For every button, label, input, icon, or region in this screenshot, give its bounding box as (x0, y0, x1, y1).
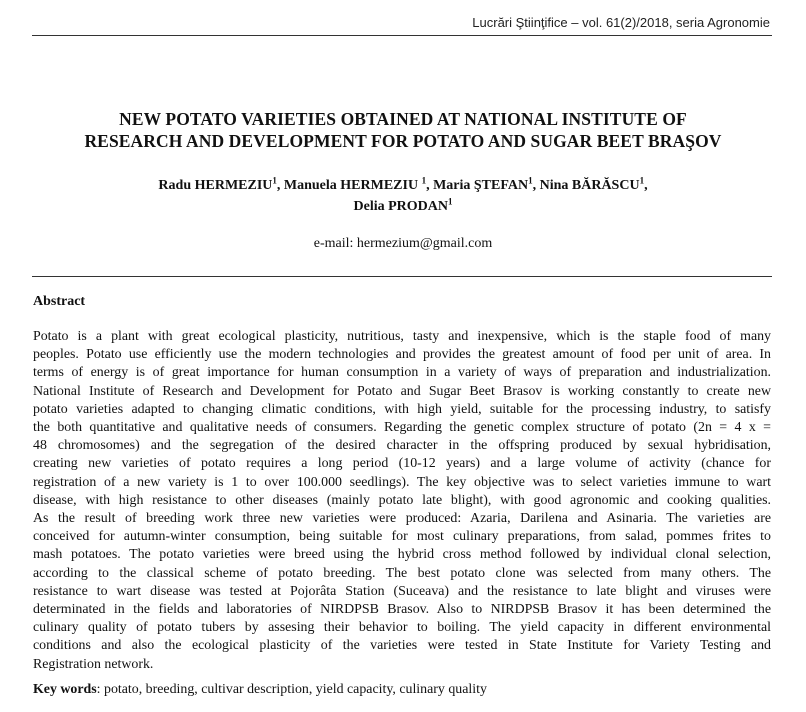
abstract-line: Potato is a plant with great ecological plasticity, nutritious, tasty and inexpensive, which is the staple food of many (33, 329, 771, 344)
abstract-line: registration of a new variety is 1 to over 100.000 seedlings). The key objective was to select varieties immune to wart (33, 474, 771, 490)
affiliation-mark: 1 (448, 196, 453, 207)
abstract-line: potato varieties adapted to changing climatic conditions, with high yield, suitable for the processing industry, to satisfy (33, 401, 771, 417)
author-separator: , (276, 178, 284, 193)
author-separator: , (532, 178, 540, 193)
title-line-1: NEW POTATO VARIETIES OBTAINED AT NATIONAL INSTITUTE OF (119, 109, 687, 129)
keywords-label: Key words (33, 682, 97, 697)
abstract-line: conceived for autumn-winter consumption, being suitable for most culinary preparations, from salad, pommes frites to (33, 529, 771, 545)
abstract-line: Registration network. (33, 656, 154, 672)
abstract-line: disease, with high resistance to other diseases (mainly potato late blight), with good agronomic and cooking qualities. (33, 492, 771, 508)
author-name: Nina BĂRĂSCU (539, 178, 640, 193)
abstract-line: determinated in the fields and laboratories of NIRDPSB Brasov. Also to NIRDPSB Brasov it has been determined the (33, 602, 771, 618)
abstract-line: National Institute of Research and Development for Potato and Sugar Beet Brasov is working constantly to create new (33, 383, 771, 399)
author-name: Manuela HERMEZIU (283, 178, 422, 193)
abstract-body (33, 328, 771, 674)
section-rule (32, 276, 772, 277)
abstract-line: resistance to wart disease was tested at Pojorâta Station (Suceava) and the resistance to late blight and viruses were (33, 583, 771, 599)
affiliation-mark: 1 (272, 175, 277, 186)
affiliation-mark: 1 (528, 175, 533, 186)
keywords-text: : potato, breeding, cultivar description, yield capacity, culinary quality (96, 682, 487, 697)
author-list (40, 175, 766, 217)
affiliation-mark: 1 (421, 175, 427, 186)
header-rule (32, 35, 772, 36)
abstract-line: the both quantitative and qualitative needs of consumers. Regarding the genetic complex structure of potato (2n = 4 x = (33, 420, 771, 436)
affiliation-mark: 1 (639, 175, 645, 186)
abstract-line: mash potatoes. The potato varieties were breed using the hybrid cross method followed by individual clonal selection, (33, 547, 771, 563)
abstract-line: conditions and also the ecological plasticity of the varieties were tested in State Institute for Variety Testing and (33, 638, 771, 654)
author-separator: , (644, 178, 648, 193)
author-email: e-mail: hermezium@gmail.com (313, 236, 493, 251)
abstract-line: As the result of breeding work three new varieties were produced: Azaria, Darilena and Asinaria. The varieties are (33, 511, 771, 527)
title-line-2: RESEARCH AND DEVELOPMENT FOR POTATO AND SUGAR BEET BRAŞOV (84, 131, 722, 151)
author-separator: , (426, 178, 434, 193)
author-line-1 (40, 175, 766, 196)
abstract-line: 48 chromosomes) and the segregation of the desired character in the offspring produced by sexual hybridisation, (33, 438, 771, 454)
author-line-2 (40, 196, 766, 217)
author-name: Radu HERMEZIU (158, 178, 273, 193)
abstract-line: creating new varieties of potato requires a long period (10-12 years) and a large volume of activity (chance for (33, 456, 771, 472)
keywords (33, 682, 773, 698)
running-head: Lucrări Ştiinţifice – vol. 61(2)/2018, seria Agronomie (472, 15, 770, 30)
paper-title (20, 108, 786, 152)
author-name: Maria ŞTEFAN (433, 178, 529, 193)
abstract-line: culinary quality of potato tubers by assesing their behavior to boiling. The yield capacity in different environmental (33, 620, 771, 636)
author-name: Delia PRODAN (353, 199, 448, 214)
abstract-line: according to the classical scheme of potato breeding. The best potato clone was selected from many others. The (33, 565, 771, 581)
abstract-line: terms of energy is of great importance for human consumption in a variety of ways of preparation and industrialization. (33, 365, 771, 381)
abstract-line: peoples. Potato use efficiently use the modern technologies and provides the greatest amount of food per unit of area. In (33, 347, 771, 363)
abstract-heading: Abstract (33, 294, 86, 309)
